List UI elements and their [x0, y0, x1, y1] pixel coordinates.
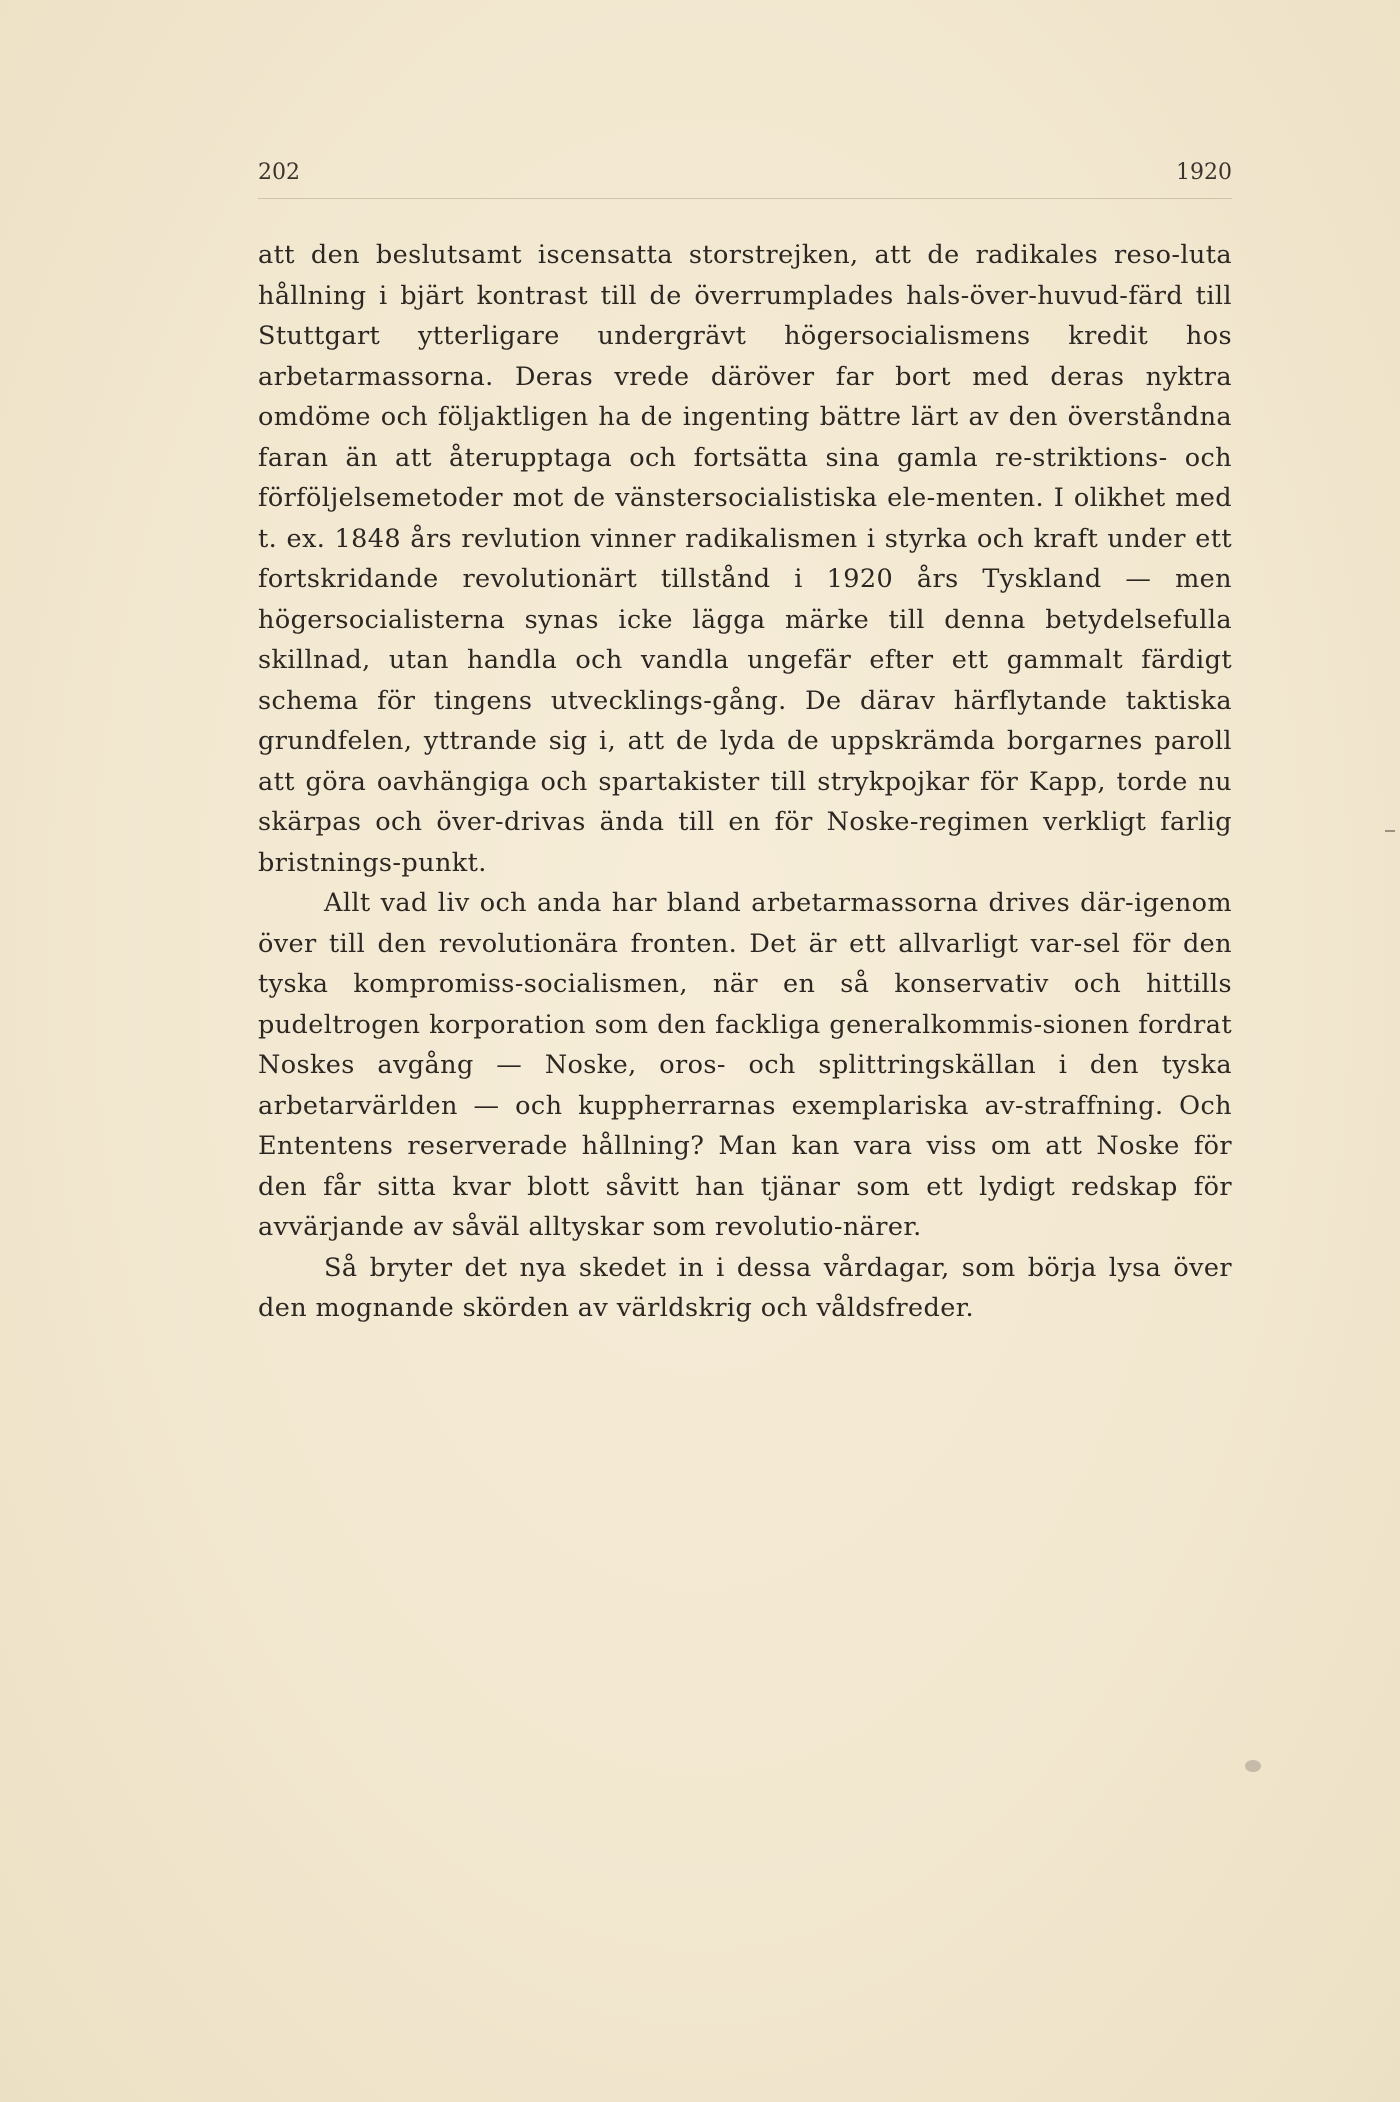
running-head-year: 1920 — [1176, 160, 1232, 185]
header-rule — [258, 198, 1232, 199]
paragraph-2: Allt vad liv och anda har bland arbetarmassorna drives där-igenom över till den revolutionära fronten. Det är ett allvarligt var-sel för den tyska kompromiss-socialismen, när en så konservativ och hittills pudeltrogen korporation som den fackliga generalkommis-sionen fordrat Noskes avgång — Noske, oros- och splittringskällan i den tyska arbetarvärlden — och kuppherrarnas exemplariska av-straffning. Och Ententens reserverade hållning? Man kan vara viss om att Noske för den får sitta kvar blott såvitt han tjänar som ett lydigt redskap för avvärjande av såväl alltyskar som revolutio-närer. — [258, 888, 1232, 1242]
paragraph-3: Så bryter det nya skedet in i dessa vårdagar, som börja lysa över den mognande skörden av världskrig och våldsfreder. — [258, 1252, 1232, 1323]
paper-stain — [1245, 1760, 1261, 1772]
edge-mark — [1385, 830, 1395, 832]
body-text — [258, 235, 1232, 1329]
paragraph-1: att den beslutsamt iscensatta storstrejken, att de radikales reso-luta hållning i bjärt kontrast till de överrumplades hals-över-huvud-färd till Stuttgart ytterligare undergrävt högersocialismens kredit hos arbetarmassorna. Deras vrede däröver far bort med deras nyktra omdöme och följaktligen ha de ingenting bättre lärt av den överståndna faran än att återupptaga och fortsätta sina gamla re-striktions- och förföljelsemetoder mot de vänstersocialistiska ele-menten. I olikhet med t. ex. 1848 års revlution vinner radikalismen i styrka och kraft under ett fortskridande revolutionärt tillstånd i 1920 års Tyskland — men högersocialisterna synas icke lägga märke till denna betydelsefulla skillnad, utan handla och vandla ungefär efter ett gammalt färdigt schema för tingens utvecklings-gång. De därav härflytande taktiska grundfelen, yttrande sig i, att de lyda de uppskrämda borgarnes paroll att göra oavhängiga och spartakister till strykpojkar för Kapp, torde nu skärpas och över-drivas ända till en för Noske-regimen verkligt farlig bristnings-punkt. — [258, 240, 1232, 878]
page-number: 202 — [258, 160, 300, 185]
running-header — [258, 160, 1232, 200]
